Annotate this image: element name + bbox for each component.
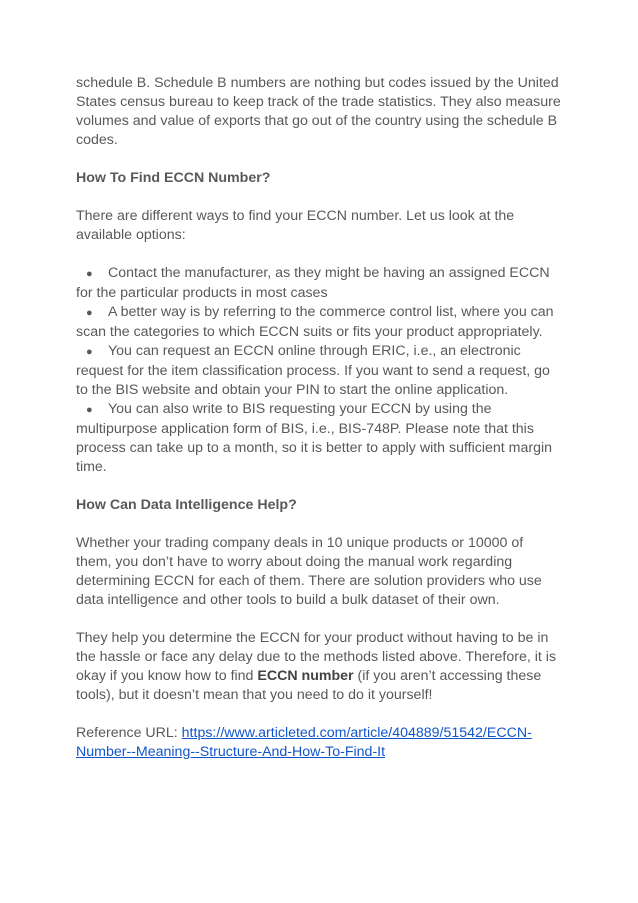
list-item bbox=[76, 400, 562, 477]
list-item-text: A better way is by referring to the commerce control list, where you can scan the categories to which ECCN suits or fits your product appropriately. bbox=[76, 304, 554, 340]
paragraph-text-after: (if you aren’t accessing these tools), but it doesn’t mean that you need to do it yourself! bbox=[76, 668, 542, 703]
document-page bbox=[76, 74, 562, 762]
bullet-icon: ● bbox=[86, 307, 93, 319]
section-heading-find-eccn: How To Find ECCN Number? bbox=[76, 170, 271, 186]
eccn-number-bold: ECCN number bbox=[257, 668, 354, 684]
options-bullet-list bbox=[76, 264, 562, 477]
intro-paragraph: schedule B. Schedule B numbers are nothing but codes issued by the United States census bureau to keep track of the trade statistics. They also measure volumes and value of exports that go out of the country using the schedule B codes. bbox=[76, 75, 561, 148]
list-item-text: You can request an ECCN online through ERIC, i.e., an electronic request for the item classification process. If you want to send a request, go to the BIS website and obtain your PIN to start the online application. bbox=[76, 343, 550, 398]
section2-paragraph-2 bbox=[76, 629, 562, 705]
bullet-icon: ● bbox=[86, 404, 93, 416]
reference-url-link[interactable]: https://www.articleted.com/article/404889/51542/ECCN-Number--Meaning--Structure-And-How-To-Find-It bbox=[76, 725, 532, 760]
list-item bbox=[76, 264, 562, 303]
list-item bbox=[76, 303, 562, 342]
list-item-text: You can also write to BIS requesting your ECCN by using the multipurpose application form of BIS, i.e., BIS-748P. Please note that this process can take up to a month, so it is better to apply with sufficient margin time. bbox=[76, 401, 553, 475]
bullet-icon: ● bbox=[86, 346, 93, 358]
reference-label: Reference URL: bbox=[76, 725, 182, 741]
list-item-text: Contact the manufacturer, as they might be having an assigned ECCN for the particular products in most cases bbox=[76, 265, 550, 301]
reference-line bbox=[76, 724, 562, 762]
bullet-icon: ● bbox=[86, 268, 93, 280]
paragraph-text-before: They help you determine the ECCN for your product without having to be in the hassle or face any delay due to the methods listed above. Therefore, it is okay if you know how to find bbox=[76, 630, 557, 684]
section2-paragraph-1: Whether your trading company deals in 10 unique products or 10000 of them, you don’t have to worry about doing the manual work regarding determining ECCN for each of them. There are solution providers who use data intelligence and other tools to build a bulk dataset of their own. bbox=[76, 535, 542, 608]
section-heading-data-intelligence: How Can Data Intelligence Help? bbox=[76, 497, 297, 513]
list-item bbox=[76, 342, 562, 400]
section1-intro-paragraph: There are different ways to find your ECCN number. Let us look at the available options: bbox=[76, 208, 515, 243]
